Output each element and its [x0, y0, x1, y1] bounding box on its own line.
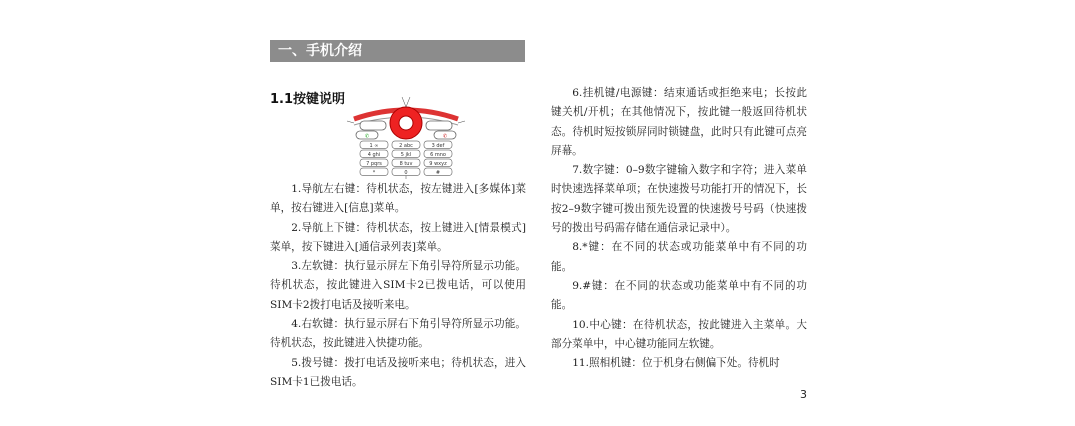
keypad-key-label: 7 pqrs: [366, 160, 382, 167]
keypad-key-label: #: [435, 169, 441, 176]
left-paragraph: 4.右软键：执行显示屏右下角引导符所显示功能。待机状态，按此键进入快捷功能。: [270, 318, 526, 350]
left-paragraph: 5.拨号键：拨打电话及接听来电；待机状态，进入SIM卡1已拨电话。: [270, 356, 526, 388]
section-banner: 一、手机介绍: [270, 40, 525, 62]
keypad-key-label: 1 ∞: [369, 142, 379, 149]
right-paragraph: 8.*键：在不同的状态或功能菜单中有不同的功能。: [551, 241, 807, 273]
keypad-key-label: 9 wxyz: [429, 160, 447, 167]
keypad-key-label: 0: [404, 169, 408, 176]
keypad-key-label: 8 tuv: [399, 160, 413, 167]
left-paragraph: 1.导航左右键：待机状态，按左键进入[多媒体]菜单，按右键进入[信息]菜单。: [270, 183, 526, 215]
keypad-key-label: 5 jkl: [400, 151, 412, 158]
right-softkey: [426, 121, 452, 130]
left-paragraph: 2.导航上下键：待机状态，按上键进入[情景模式]菜单，按下键进入[通信录列表]菜单。: [270, 221, 526, 253]
keypad-key-label: *: [372, 169, 376, 176]
hangup-icon: ✆: [442, 133, 448, 140]
left-softkey: [360, 121, 386, 130]
keypad-key-label: 3 def: [431, 142, 445, 149]
keypad-grid: [360, 141, 452, 176]
left-paragraph: 3.左软键：执行显示屏左下角引导符所显示功能。待机状态，按此键进入SIM卡2已拨电话，可以使用SIM卡2拨打电话及接听来电。: [270, 260, 526, 311]
keypad-figure: [346, 95, 466, 179]
right-paragraph: 11.照相机键：位于机身右侧偏下处。待机时: [572, 357, 780, 370]
keypad-key-label: 2 abc: [399, 142, 413, 149]
keypad-key-label: 4 ghi: [367, 151, 381, 158]
right-paragraph: 9.#键：在不同的状态或功能菜单中有不同的功能。: [551, 279, 807, 312]
center-key: [399, 116, 413, 130]
page-number: 3: [800, 388, 807, 401]
right-column: [551, 84, 807, 373]
right-paragraph: 6.挂机键/电源键：结束通话或拒绝来电；长按此键关机/开机；在其他情况下，按此键一般返回待机状态。待机时短按锁屏同时锁键盘，此时只有此键可点亮屏幕。: [551, 87, 807, 157]
right-paragraph: 7.数字键：0–9数字键输入数字和字符；进入菜单时快速选择菜单项；在快速拨号功能打开的情况下，长按2–9数字键可拨出预先设置的快速拨号号码（快速拨号的拨出号码需存储在通信录记录中）。: [551, 164, 807, 235]
subsection-title: 1.1按键说明: [270, 92, 346, 107]
call-icon: ✆: [364, 133, 370, 140]
right-paragraph: 10.中心键：在待机状态，按此键进入主菜单。大部分菜单中，中心键功能同左软键。: [551, 318, 807, 350]
keypad-key-label: 6 mno: [430, 151, 446, 158]
left-column: [270, 180, 526, 392]
